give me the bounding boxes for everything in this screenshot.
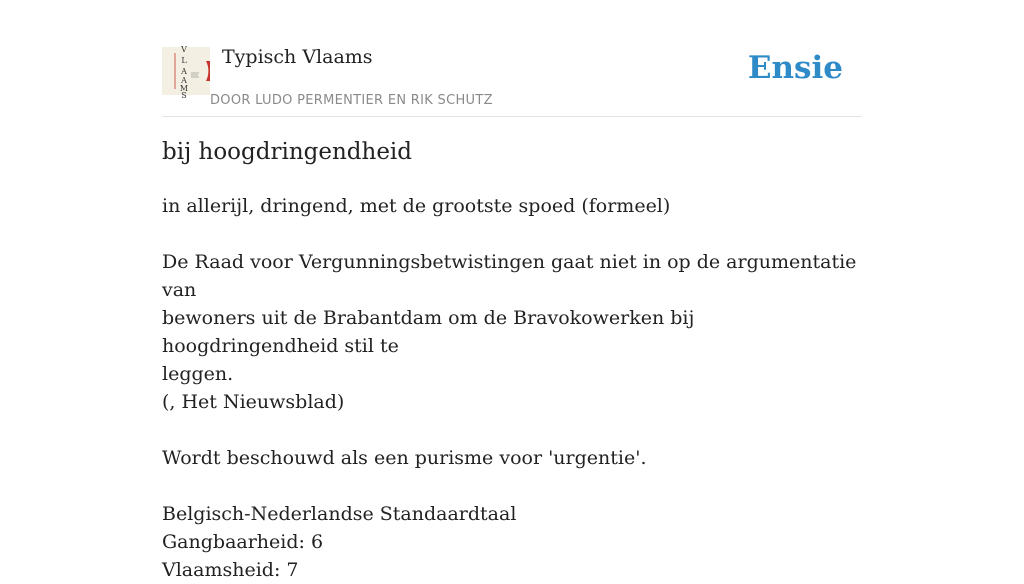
ensie-logo[interactable]: Ensie: [747, 50, 843, 86]
entry-gangbaarheid: Gangbaarheid: 6: [162, 531, 324, 553]
entry-example-line: De Raad voor Vergunningsbetwistingen gaat niet in op de argumentatie van: [162, 251, 857, 301]
dictionary-authors: DOOR LUDO PERMENTIER EN RIK SCHUTZ: [210, 93, 493, 108]
svg-text:L: L: [181, 56, 187, 65]
entry-page: [162, 0, 862, 581]
entry-example-line: leggen.: [162, 363, 234, 385]
typisch-vlaams-logo-icon: [162, 45, 210, 100]
entry-note: Wordt beschouwd als een purisme voor 'urgentie'.: [162, 447, 647, 469]
entry-body: [162, 192, 862, 584]
entry-vlaamsheid: Vlaamsheid: 7: [162, 559, 299, 581]
svg-text:V: V: [181, 45, 187, 54]
entry-source: (, Het Nieuwsblad): [162, 391, 345, 413]
svg-text:A: A: [181, 76, 187, 85]
dictionary-avatar[interactable]: [162, 45, 210, 100]
entry-example-line: bewoners uit de Brabantdam om de Bravokowerken bij hoogdringendheid stil te: [162, 307, 695, 357]
entry-term: bij hoogdringendheid: [162, 139, 413, 165]
entry-language: Belgisch-Nederlandse Standaardtaal: [162, 503, 517, 525]
svg-text:S: S: [181, 91, 187, 100]
entry-definition: in allerijl, dringend, met de grootste spoed (formeel): [162, 195, 671, 217]
svg-text:A: A: [181, 67, 187, 76]
dictionary-header: [162, 0, 862, 117]
svg-text:M: M: [179, 84, 189, 93]
dictionary-title[interactable]: Typisch Vlaams: [222, 46, 373, 68]
